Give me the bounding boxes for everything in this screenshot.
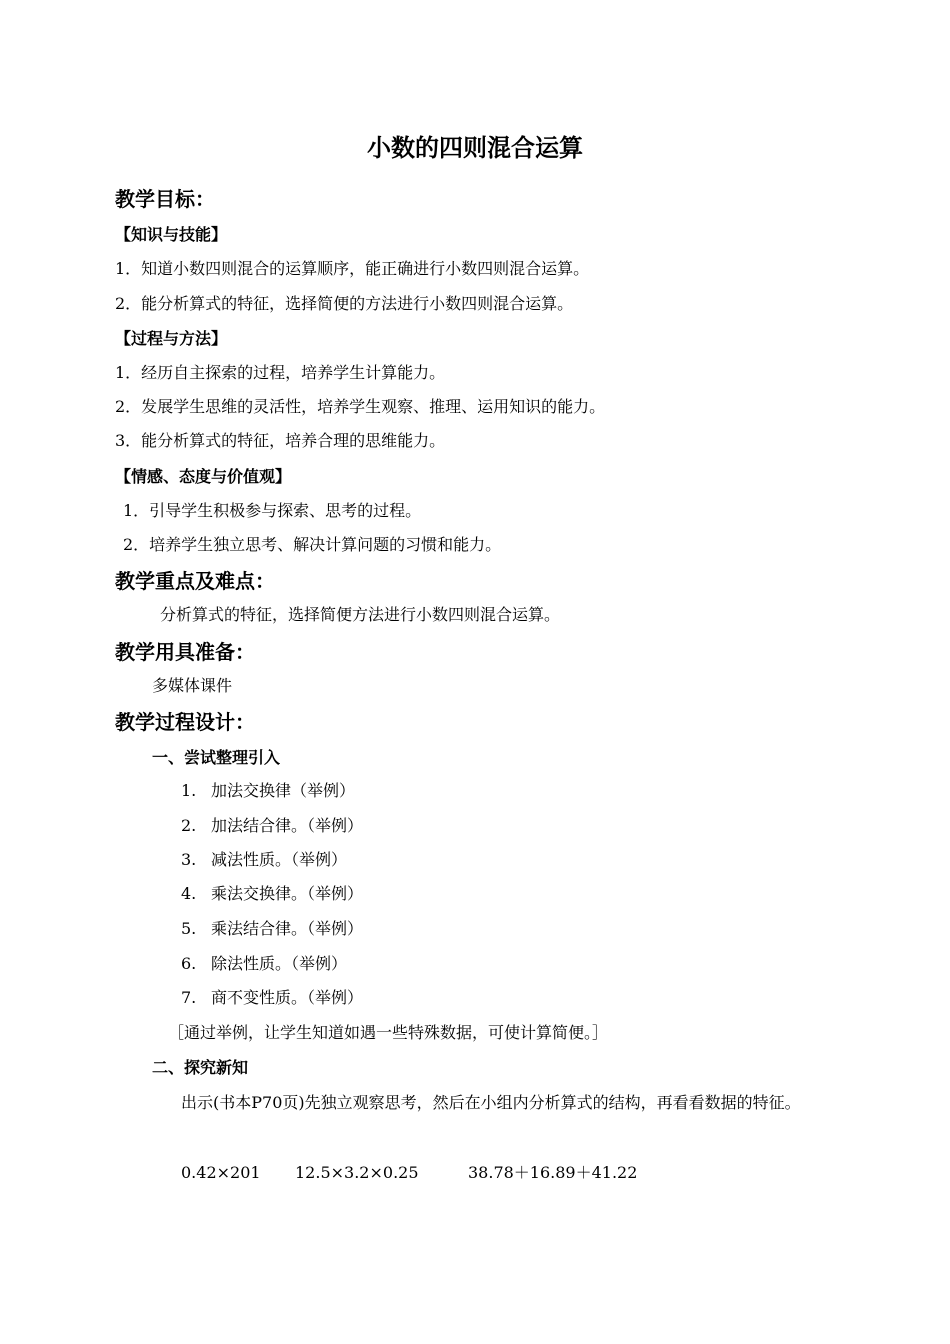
knowledge-heading: 【知识与技能】 bbox=[115, 225, 228, 244]
list-item-number: 2. bbox=[181, 816, 197, 835]
expression-3: 38.78＋16.89＋41.22 bbox=[468, 1163, 638, 1182]
page-title: 小数的四则混合运算 bbox=[367, 134, 583, 162]
key-points-text: 分析算式的特征，选择简便方法进行小数四则混合运算。 bbox=[160, 605, 561, 624]
list-item-number: 6. bbox=[181, 954, 197, 973]
process-heading: 【过程与方法】 bbox=[115, 329, 228, 348]
tools-heading: 教学用具准备： bbox=[115, 640, 255, 664]
list-item bbox=[181, 818, 363, 834]
list-item-number: 5. bbox=[181, 919, 197, 938]
emotion-item-1: 1．引导学生积极参与探索、思考的过程。 bbox=[123, 501, 422, 520]
list-item-number: 7. bbox=[181, 988, 197, 1007]
list-item bbox=[181, 990, 363, 1006]
list-item bbox=[181, 956, 347, 972]
list-item bbox=[181, 886, 363, 902]
expression-2: 12.5×3.2×0.25 bbox=[295, 1163, 419, 1182]
part2-heading: 二、探究新知 bbox=[152, 1058, 249, 1077]
emotion-item-2: 2．培养学生独立思考、解决计算问题的习惯和能力。 bbox=[123, 535, 502, 554]
process-item-3: 3．能分析算式的特征，培养合理的思维能力。 bbox=[115, 431, 446, 450]
design-heading: 教学过程设计： bbox=[115, 710, 255, 734]
list-item-text: 商不变性质。（举例） bbox=[211, 988, 364, 1007]
list-item-number: 1. bbox=[181, 781, 197, 800]
process-item-2: 2．发展学生思维的灵活性，培养学生观察、推理、运用知识的能力。 bbox=[115, 397, 606, 416]
list-item-text: 除法性质。（举例） bbox=[211, 954, 348, 973]
list-item bbox=[181, 783, 355, 799]
part1-heading: 一、尝试整理引入 bbox=[152, 748, 281, 767]
list-item-text: 加法交换律（举例） bbox=[211, 781, 356, 800]
part1-note: ［通过举例，让学生知道如遇一些特殊数据，可使计算简便。］ bbox=[168, 1023, 609, 1042]
list-item-text: 加法结合律。（举例） bbox=[211, 816, 364, 835]
expression-1: 0.42×201 bbox=[181, 1163, 261, 1182]
list-item-number: 3. bbox=[181, 850, 197, 869]
list-item-text: 乘法交换律。（举例） bbox=[211, 884, 364, 903]
list-item-text: 减法性质。（举例） bbox=[211, 850, 348, 869]
emotion-heading: 【情感、态度与价值观】 bbox=[115, 467, 292, 486]
knowledge-item-2: 2．能分析算式的特征，选择简便的方法进行小数四则混合运算。 bbox=[115, 294, 574, 313]
process-item-1: 1．经历自主探索的过程，培养学生计算能力。 bbox=[115, 363, 446, 382]
tools-text: 多媒体课件 bbox=[152, 676, 233, 695]
objectives-heading: 教学目标： bbox=[115, 187, 215, 211]
list-item bbox=[181, 921, 363, 937]
list-item-text: 乘法结合律。（举例） bbox=[211, 919, 364, 938]
key-points-heading: 教学重点及难点： bbox=[115, 569, 275, 593]
list-item bbox=[181, 852, 347, 868]
knowledge-item-1: 1．知道小数四则混合的运算顺序，能正确进行小数四则混合运算。 bbox=[115, 259, 590, 278]
list-item-number: 4. bbox=[181, 884, 197, 903]
part2-paragraph: 出示(书本P70页)先独立观察思考，然后在小组内分析算式的结构，再看看数据的特征。 bbox=[181, 1093, 801, 1112]
